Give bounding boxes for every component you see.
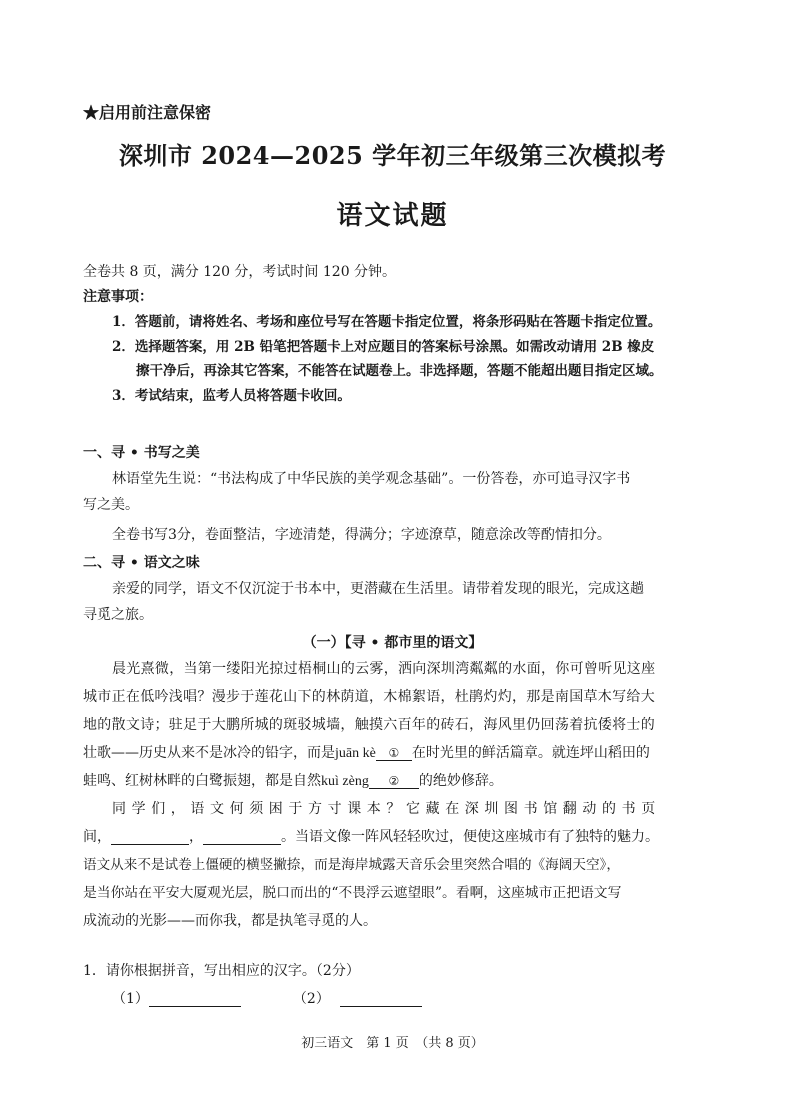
- answer-input-2[interactable]: [340, 992, 422, 1007]
- blank-1: ①: [376, 746, 412, 761]
- confidential-label: ★启用前注意保密: [83, 103, 212, 122]
- exam-summary: 全卷共 8 页，满分 120 分，考试时间 120 分钟。: [83, 264, 397, 280]
- passage-p1-line-5: [83, 772, 503, 791]
- passage-p2-line-3: 语文从来不是试卷上僵硬的横竖撇捺，而是海岸城露天音乐会里突然合唱的《海阔天空》，: [83, 857, 620, 873]
- answer-blank-b[interactable]: [203, 830, 281, 845]
- passage-p1-line-2: 城市正在低吟浅唱？漫步于莲花山下的林荫道，木棉絮语，杜鹃灼灼，那是南国草木写给大: [83, 689, 655, 705]
- answer-label-1: （1）: [112, 991, 149, 1007]
- passage-text: 在时光里的鲜活篇章。就连坪山稻田的: [411, 745, 650, 761]
- section-1-paragraph-1-line-1: 林语堂先生说：“书法构成了中华民族的美学观念基础”。一份答卷，亦可追寻汉字书: [112, 471, 631, 487]
- note-item-1: 1．答题前，请将姓名、考场和座位号写在答题卡指定位置，将条形码贴在答题卡指定位置。: [112, 314, 662, 330]
- passage-text: 间，: [83, 829, 111, 845]
- passage-text: 蛙鸣、红树林畔的白鹭振翅，都是自然: [83, 773, 321, 789]
- pinyin-2: kuì zèng: [321, 774, 369, 789]
- passage-text: 的绝妙修辞。: [418, 773, 503, 789]
- section-1-paragraph-2: 全卷书写3分，卷面整洁，字迹清楚，得满分；字迹潦草，随意涂改等酌情扣分。: [112, 527, 611, 543]
- passage-p2-line-4: 是当你站在平安大厦观光层，脱口而出的“不畏浮云遮望眼”。看啊，这座城市正把语文写: [83, 885, 622, 901]
- passage-p1-line-3: 地的散文诗；驻足于大鹏所城的斑驳城墙，触摸六百年的砖石，海风里仍回荡着抗倭将士的: [83, 717, 655, 733]
- answer-label-2: （2）: [292, 991, 330, 1007]
- note-item-2-line-2: 擦干净后，再涂其它答案，不能答在试题卷上。非选择题，答题不能超出题目指定区域。: [136, 363, 663, 379]
- passage-p1-line-1: 晨光熹微，当第一缕阳光掠过梧桐山的云雾，洒向深圳湾粼粼的水面，你可曾听见这座: [112, 661, 656, 677]
- subsection-heading: （一）【寻 • 都市里的语文】: [302, 635, 483, 651]
- blank-2: ②: [369, 774, 419, 789]
- page-footer: 初三语文 第 1 页 （共 8 页）: [301, 1036, 484, 1051]
- passage-text: 。当语文像一阵风轻轻吹过，便使这座城市有了独特的魅力。: [281, 829, 659, 845]
- answer-input-1[interactable]: [149, 992, 241, 1007]
- pinyin-1: juān kè: [335, 746, 376, 761]
- notes-heading: 注意事项：: [83, 289, 153, 305]
- passage-p2-line-1: 同学们，语文何须困于方寸课本？它藏在深圳图书馆翻动的书页: [112, 801, 661, 817]
- section-1-heading: 一、寻 • 书写之美: [83, 445, 200, 461]
- section-2-intro-line-1: 亲爱的同学，语文不仅沉淀于书本中，更潜藏在生活里。请带着发现的眼光，完成这趟: [112, 581, 644, 597]
- section-1-paragraph-1-line-2: 写之美。: [83, 497, 139, 513]
- passage-p1-line-4: [83, 744, 650, 763]
- passage-p2-line-2: [83, 828, 659, 846]
- passage-p2-line-5: 成流动的光影——而你我，都是执笔寻觅的人。: [83, 913, 377, 929]
- section-2-intro-line-2: 寻觅之旅。: [83, 607, 153, 623]
- section-2-heading: 二、寻 • 语文之味: [83, 555, 200, 571]
- answer-blank-a[interactable]: [111, 830, 189, 845]
- exam-title: 深圳市 2024—2025 学年初三年级第三次模拟考: [118, 141, 667, 170]
- note-item-2-line-1: 2．选择题答案，用 2B 铅笔把答题卡上对应题目的答案标号涂黑。如需改动请用 2B 橡皮: [112, 339, 655, 355]
- question-1-prompt: 1．请你根据拼音，写出相应的汉字。（2分）: [83, 963, 360, 979]
- passage-text: 壮歌——历史从来不是冰冷的铅字，而是: [83, 745, 335, 761]
- note-item-3: 3．考试结束，监考人员将答题卡收回。: [112, 388, 351, 404]
- passage-text: ，: [189, 829, 203, 845]
- question-1-answers: [112, 990, 422, 1008]
- subject-title: 语文试题: [336, 201, 449, 231]
